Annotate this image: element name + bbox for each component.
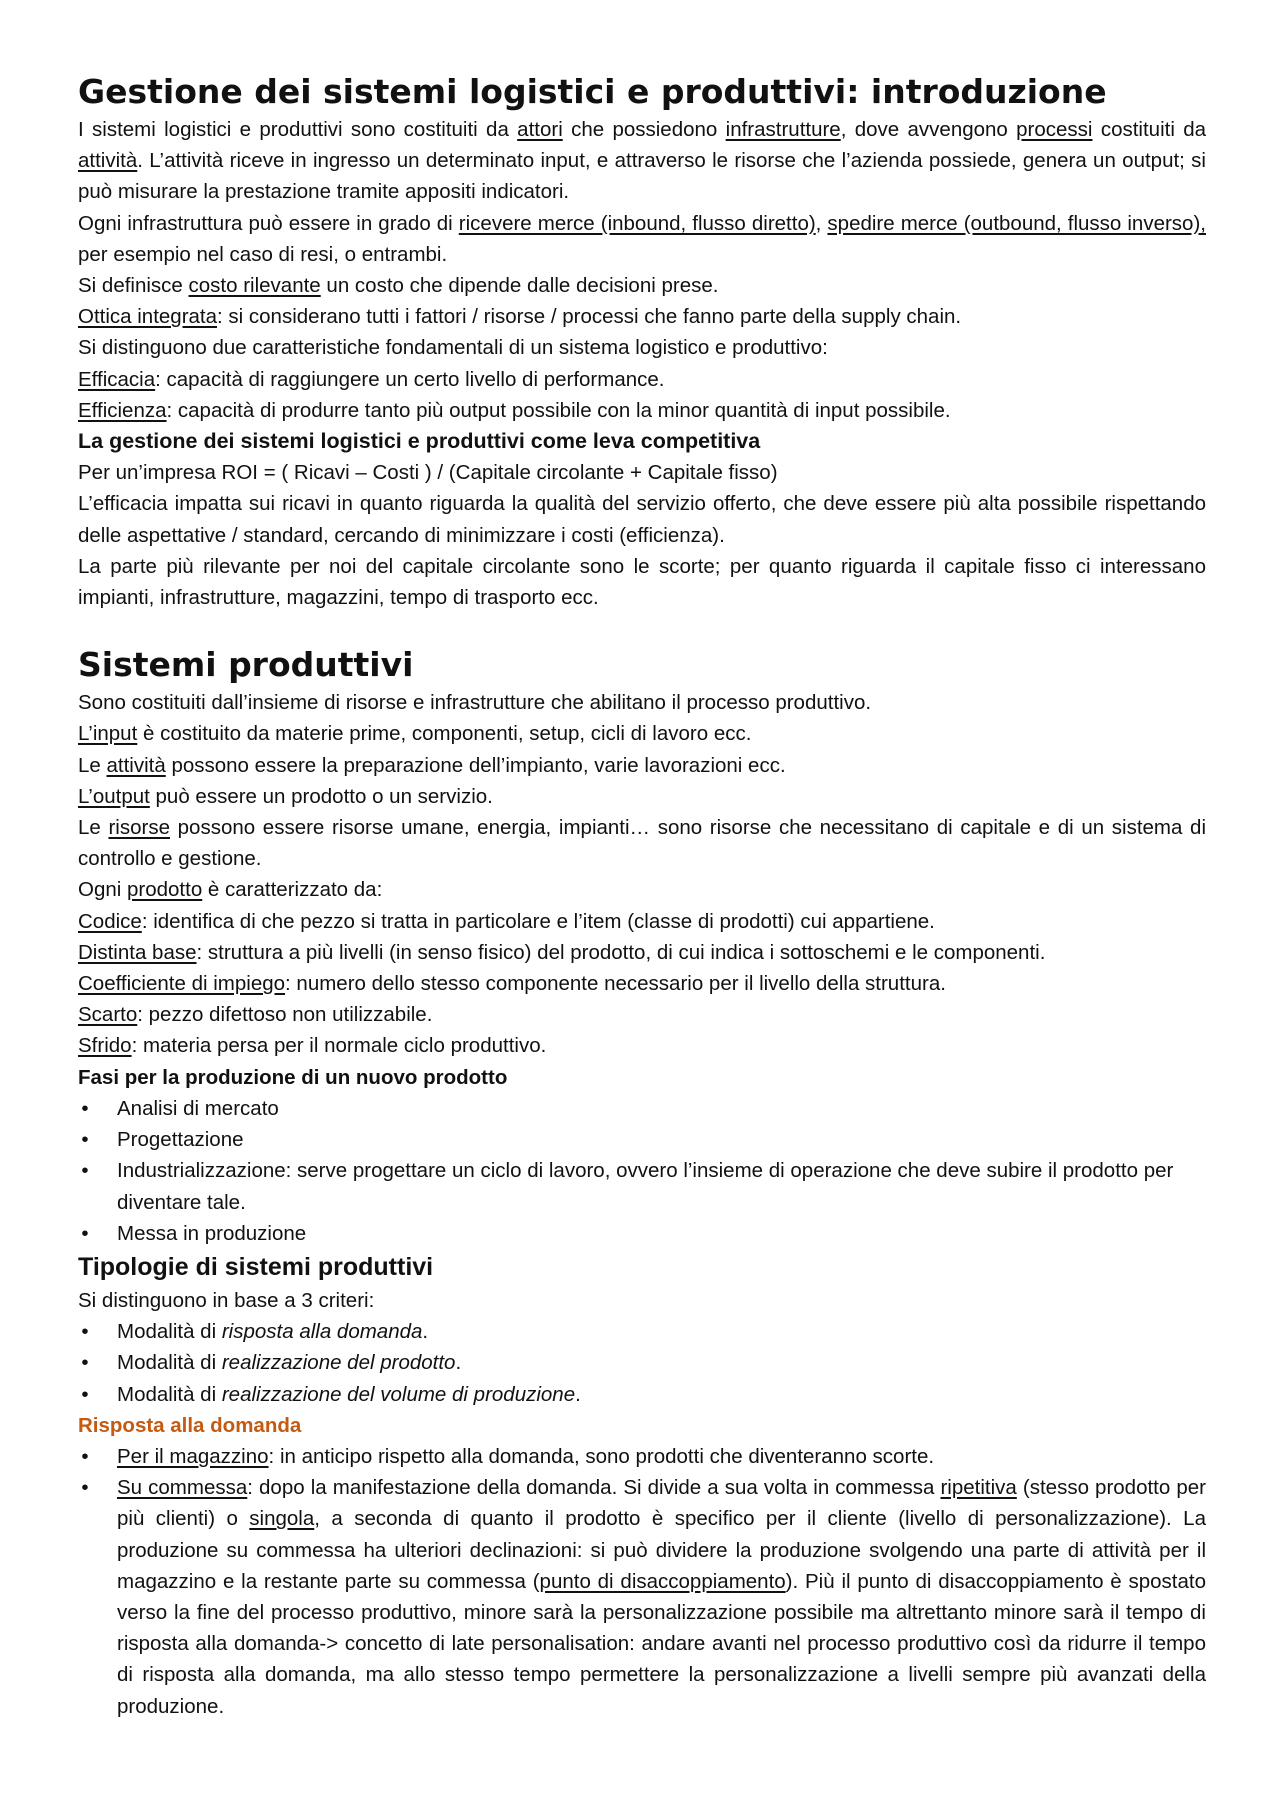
bullet-icon: • bbox=[81, 1221, 89, 1245]
paragraph-efficienza: Efficienza: capacità di produrre tanto più output possibile con la minor quantità di input possibile. bbox=[78, 398, 951, 422]
term-attivita-produttive: attività bbox=[106, 753, 166, 777]
term-risorse: risorse bbox=[108, 816, 170, 840]
term-punto-disaccoppiamento: punto di disaccoppiamento bbox=[539, 1569, 786, 1593]
paragraph-efficacia: Efficacia: capacità di raggiungere un certo livello di performance. bbox=[78, 367, 665, 391]
term-su-commessa: Su commessa bbox=[117, 1476, 248, 1500]
term-output: L’output bbox=[78, 784, 150, 808]
paragraph-scarto: Scarto: pezzo difettoso non utilizzabile. bbox=[78, 1003, 433, 1027]
term-ricevere-merce: ricevere merce (inbound, flusso diretto) bbox=[458, 211, 816, 235]
list-item: • Modalità di risposta alla domanda. bbox=[78, 1316, 1206, 1347]
term-attori: attori bbox=[517, 118, 563, 141]
term-ottica-integrata: Ottica integrata bbox=[78, 305, 218, 329]
paragraph-capitale: La parte più rilevante per noi del capitale circolante sono le scorte; per quanto riguarda il capitale fisso ci interessano impianti, infrastrutture, magazzini, tempo di trasporto ecc. bbox=[78, 554, 1206, 610]
subheading-risposta-domanda: Risposta alla domanda bbox=[78, 1413, 302, 1437]
paragraph-sfrido: Sfrido: materia persa per il normale ciclo produttivo. bbox=[78, 1034, 547, 1058]
paragraph-prodotto: Ogni prodotto è caratterizzato da: bbox=[78, 878, 383, 902]
paragraph-risorse: Le risorse possono essere risorse umane, energia, impianti… sono risorse che necessitano di capitale e di un sistema di controllo e gestione. bbox=[78, 816, 1207, 871]
heading-introduzione: Gestione dei sistemi logistici e produttivi: introduzione bbox=[78, 72, 1107, 111]
bullet-icon: • bbox=[81, 1444, 89, 1468]
list-item: • Progettazione bbox=[78, 1124, 1206, 1155]
list-risposta bbox=[78, 1441, 1206, 1722]
heading-tipologie: Tipologie di sistemi produttivi bbox=[78, 1252, 434, 1281]
list-criteri bbox=[78, 1316, 1206, 1410]
term-input: L’input bbox=[78, 722, 138, 746]
term-scarto: Scarto bbox=[78, 1003, 138, 1027]
list-fasi bbox=[78, 1093, 1206, 1249]
list-item: • Modalità di realizzazione del prodotto. bbox=[78, 1347, 1206, 1378]
term-codice: Codice bbox=[78, 909, 142, 933]
term-coefficiente-impiego: Coefficiente di impiego bbox=[78, 972, 286, 996]
term-infrastrutture: infrastrutture bbox=[725, 118, 841, 141]
term-prodotto: prodotto bbox=[127, 878, 203, 902]
paragraph-attori: I sistemi logistici e produttivi sono costituiti da attori che possiedono infrastrutture, dove avvengono processi costituiti da attività. L’attività riceve in ingresso un determinato input, e attraverso le risorse che l’azienda possiede, genera un output; si può misurare la prestazione tramite appositi indicatori. bbox=[78, 118, 1206, 204]
term-ripetitiva: ripetitiva bbox=[940, 1476, 1017, 1500]
paragraph-caratteristiche: Si distinguono due caratteristiche fondamentali di un sistema logistico e produttivo: bbox=[78, 336, 828, 360]
subheading-leva-competitiva: La gestione dei sistemi logistici e produttivi come leva competitiva bbox=[78, 429, 761, 454]
paragraph-coefficiente: Coefficiente di impiego: numero dello stesso componente necessario per il livello della struttura. bbox=[78, 972, 946, 996]
paragraph-ottica-integrata: Ottica integrata: si considerano tutti i fattori / risorse / processi che fanno parte della supply chain. bbox=[78, 305, 962, 329]
paragraph-criteri-intro: Si distinguono in base a 3 criteri: bbox=[78, 1288, 375, 1312]
bullet-icon: • bbox=[81, 1159, 89, 1183]
paragraph-attivita: Le attività possono essere la preparazione dell’impianto, varie lavorazioni ecc. bbox=[78, 753, 786, 777]
term-attivita: attività bbox=[78, 149, 138, 173]
term-singola: singola bbox=[249, 1507, 315, 1531]
subheading-fasi: Fasi per la produzione di un nuovo prodotto bbox=[78, 1065, 508, 1089]
list-item: • Modalità di realizzazione del volume di produzione. bbox=[78, 1379, 1206, 1410]
term-efficienza: Efficienza bbox=[78, 398, 167, 422]
list-item: • Industrializzazione: serve progettare un ciclo di lavoro, ovvero l’insieme di operazione che deve subire il prodotto per diventare tale. bbox=[78, 1155, 1206, 1217]
paragraph-efficacia-ricavi: L’efficacia impatta sui ricavi in quanto riguarda la qualità del servizio offerto, che deve essere più alta possibile rispettando delle aspettative / standard, cercando di minimizzare i costi (efficienza). bbox=[78, 492, 1206, 547]
list-item: • Su commessa: dopo la manifestazione della domanda. Si divide a sua volta in commessa ripetitiva (stesso prodotto per più clienti) o singola, a seconda di quanto il prodotto è specifico per il cliente (livello di personalizzazione). La produzione su commessa ha ulteriori declinazioni: si può dividere la produzione svolgendo una parte di attività per il magazzino e la restante parte su commessa (punto di disaccoppiamento). Più il punto di disaccoppiamento è spostato verso la fine del processo produttivo, minore sarà la personalizzazione possibile ma altrettanto minore sarà il tempo di risposta alla domanda-> concetto di late personalisation: andare avanti nel processo produttivo così da ridurre il tempo di risposta alla domanda, ma allo stesso tempo permettere la personalizzazione a livelli sempre più avanzati della produzione. bbox=[78, 1472, 1206, 1722]
paragraph-distinta-base: Distinta base: struttura a più livelli (in senso fisico) del prodotto, di cui indica i sottoschemi e le componenti. bbox=[78, 940, 1046, 964]
term-sfrido: Sfrido bbox=[78, 1034, 132, 1058]
paragraph-infrastruttura: Ogni infrastruttura può essere in grado di ricevere merce (inbound, flusso diretto), spedire merce (outbound, flusso inverso), per esempio nel caso di resi, o entrambi. bbox=[78, 211, 1206, 266]
bullet-icon: • bbox=[81, 1382, 89, 1406]
bullet-icon: • bbox=[81, 1096, 89, 1120]
bullet-icon: • bbox=[81, 1351, 89, 1375]
paragraph-input: L’input è costituito da materie prime, componenti, setup, cicli di lavoro ecc. bbox=[78, 722, 752, 746]
list-item: • Messa in produzione bbox=[78, 1218, 1206, 1249]
bullet-icon: • bbox=[81, 1320, 89, 1344]
paragraph-costo-rilevante: Si definisce costo rilevante un costo che dipende dalle decisioni prese. bbox=[78, 274, 719, 298]
paragraph-output: L’output può essere un prodotto o un servizio. bbox=[78, 784, 493, 808]
term-efficacia: Efficacia bbox=[78, 367, 156, 391]
paragraph-definizione: Sono costituiti dall’insieme di risorse e infrastrutture che abilitano il processo produttivo. bbox=[78, 691, 872, 715]
term-processi: processi bbox=[1016, 118, 1093, 141]
heading-sistemi-produttivi: Sistemi produttivi bbox=[78, 645, 414, 685]
list-item: • Analisi di mercato bbox=[78, 1093, 1206, 1124]
bullet-icon: • bbox=[81, 1476, 89, 1500]
term-costo-rilevante: costo rilevante bbox=[188, 274, 321, 298]
list-item: • Per il magazzino: in anticipo rispetto alla domanda, sono prodotti che diventeranno scorte. bbox=[78, 1441, 1206, 1472]
bullet-icon: • bbox=[81, 1128, 89, 1152]
term-per-il-magazzino: Per il magazzino bbox=[117, 1444, 269, 1468]
term-spedire-merce: spedire merce (outbound, flusso inverso), bbox=[827, 211, 1206, 235]
term-distinta-base: Distinta base bbox=[78, 940, 197, 964]
document-page bbox=[78, 70, 1206, 1722]
paragraph-roi: Per un’impresa ROI = ( Ricavi – Costi ) / (Capitale circolante + Capitale fisso) bbox=[78, 461, 778, 485]
paragraph-codice: Codice: identifica di che pezzo si tratta in particolare e l’item (classe di prodotti) cui appartiene. bbox=[78, 909, 935, 933]
